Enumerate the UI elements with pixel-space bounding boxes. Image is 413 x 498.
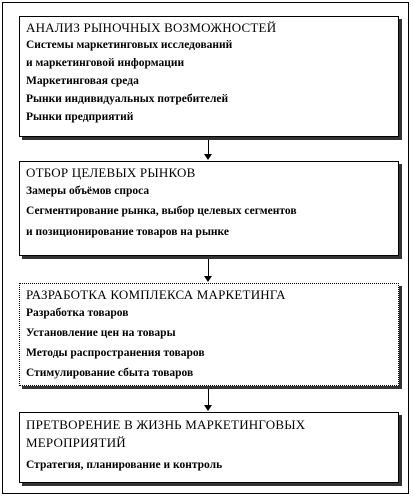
down-arrow-icon xyxy=(204,389,214,411)
step-item-list xyxy=(26,181,398,243)
step-item: и маркетинговой информации xyxy=(26,57,185,69)
step-box-target-markets xyxy=(19,161,399,256)
down-arrow-icon xyxy=(204,259,214,282)
step-item-list xyxy=(26,456,398,474)
down-arrow-icon xyxy=(204,140,214,160)
step-item: Замеры объёмов спроса xyxy=(26,185,150,197)
step-item: Рынки предприятий xyxy=(26,111,134,123)
step-title: ОТБОР ЦЕЛЕВЫХ РЫНКОВ xyxy=(26,165,196,180)
step-item: Разработка товаров xyxy=(26,307,129,319)
step-item: Методы распространения товаров xyxy=(26,347,205,359)
step-title: РАЗРАБОТКА КОМПЛЕКСА МАРКЕТИНГА xyxy=(26,287,286,302)
step-title-line-2: МЕРОПРИЯТИЙ xyxy=(26,435,126,450)
step-item-list xyxy=(26,36,398,126)
step-item: Системы маркетинговых исследований xyxy=(26,39,233,51)
step-item: Стимулирование сбыта товаров xyxy=(26,367,194,379)
diagram-frame xyxy=(2,2,409,494)
step-title: АНАЛИЗ РЫНОЧНЫХ ВОЗМОЖНОСТЕЙ xyxy=(26,20,277,35)
step-item: и позиционирование товаров на рынке xyxy=(26,226,229,238)
step-box-market-analysis xyxy=(19,16,399,137)
step-item: Сегментирование рынка, выбор целевых сегментов xyxy=(26,205,297,217)
step-box-marketing-mix xyxy=(19,283,399,386)
step-title-line-1: ПРЕТВОРЕНИЕ В ЖИЗНЬ МАРКЕТИНГОВЫХ xyxy=(26,417,306,432)
step-item-list xyxy=(26,303,398,383)
step-box-implementation xyxy=(19,412,399,483)
step-item: Рынки индивидуальных потребителей xyxy=(26,93,229,105)
step-item: Установление цен на товары xyxy=(26,327,176,339)
step-item: Стратегия, планирование и контроль xyxy=(26,459,223,471)
step-item: Маркетинговая среда xyxy=(26,75,139,87)
